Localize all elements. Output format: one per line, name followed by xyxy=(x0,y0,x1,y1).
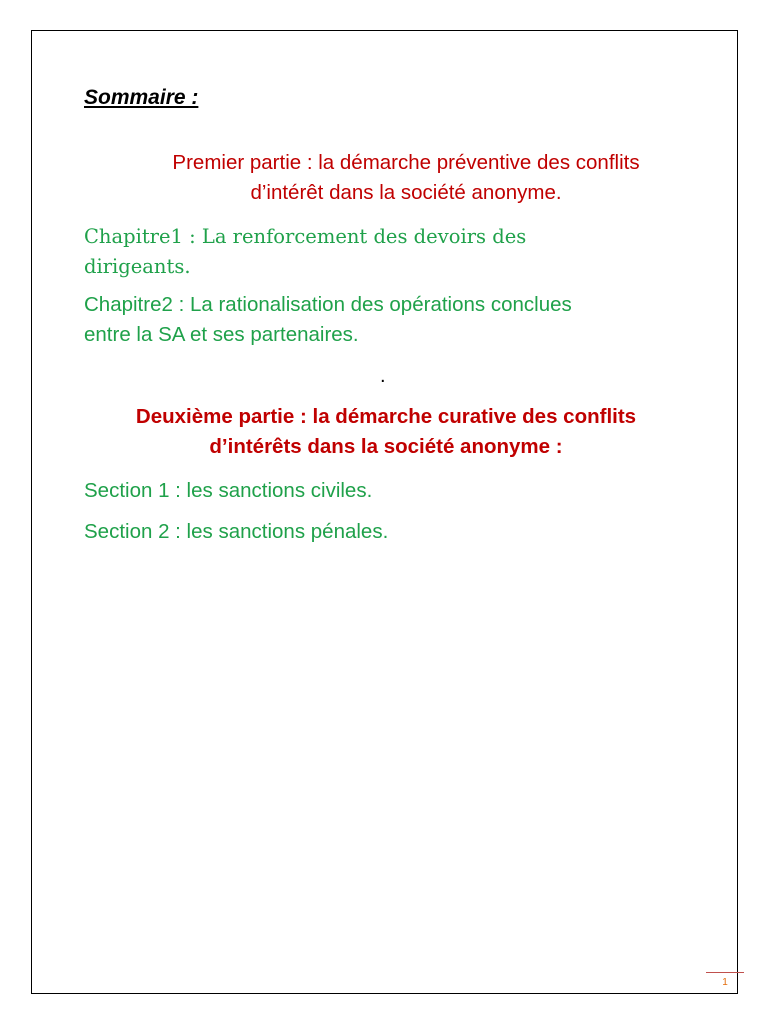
chapitre1-line1: Chapitre1 : La renforcement des devoirs des xyxy=(84,225,527,248)
chapitre2-line1: Chapitre2 : La rationalisation des opérations conclues xyxy=(84,293,572,316)
chapitre2-entry xyxy=(84,290,684,350)
part2-heading-line2: d’intérêts dans la société anonyme : xyxy=(209,435,563,458)
part1-heading-line2: d’intérêt dans la société anonyme. xyxy=(250,181,562,204)
chapitre1-line2: dirigeants. xyxy=(84,255,191,278)
part1-heading-line1: Premier partie : la démarche préventive des conflits xyxy=(172,151,640,174)
page-number-rule xyxy=(706,972,744,973)
section1-entry: Section 1 : les sanctions civiles. xyxy=(84,479,373,502)
section2-entry: Section 2 : les sanctions pénales. xyxy=(84,520,389,543)
part2-heading-line1: Deuxième partie : la démarche curative des conflits xyxy=(135,405,637,428)
separator-dot: . xyxy=(380,365,386,387)
sommaire-heading: Sommaire : xyxy=(84,86,199,109)
chapitre1-entry xyxy=(84,222,684,282)
part1-heading xyxy=(96,148,716,208)
chapitre2-line2: entre la SA et ses partenaires. xyxy=(84,323,359,346)
page-number: 1 xyxy=(722,977,728,988)
part2-heading xyxy=(96,402,676,462)
